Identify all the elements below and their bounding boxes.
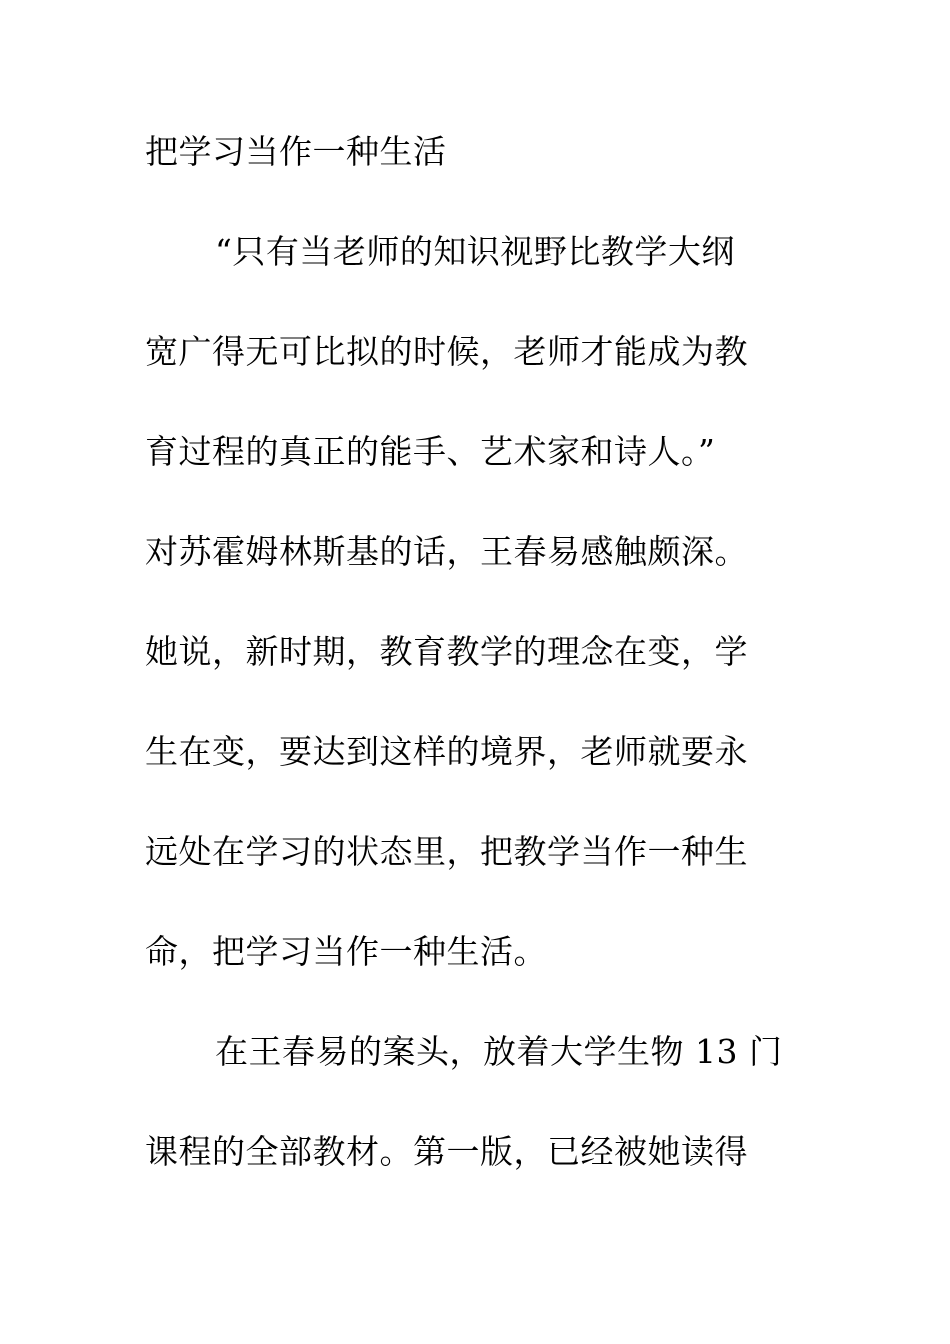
paragraph-line: 远处在学习的状态里，把教学当作一种生 (145, 832, 748, 871)
paragraph-line: 命，把学习当作一种生活。 (145, 932, 547, 971)
paragraph-line: 她说，新时期，教育教学的理念在变，学 (145, 632, 748, 671)
paragraph-line: 在王春易的案头，放着大学生物 13 门 (215, 1032, 783, 1071)
paragraph-line: “只有当老师的知识视野比教学大纲 (215, 232, 735, 271)
document-title: 把学习当作一种生活 (145, 132, 447, 171)
paragraph-line: 宽广得无可比拟的时候，老师才能成为教 (145, 332, 748, 371)
paragraph-line: 课程的全部教材。第一版，已经被她读得 (145, 1132, 748, 1171)
paragraph-line: 生在变，要达到这样的境界，老师就要永 (145, 732, 748, 771)
paragraph-line: 对苏霍姆林斯基的话，王春易感触颇深。 (145, 532, 748, 571)
paragraph-line: 育过程的真正的能手、艺术家和诗人。” (145, 432, 716, 471)
